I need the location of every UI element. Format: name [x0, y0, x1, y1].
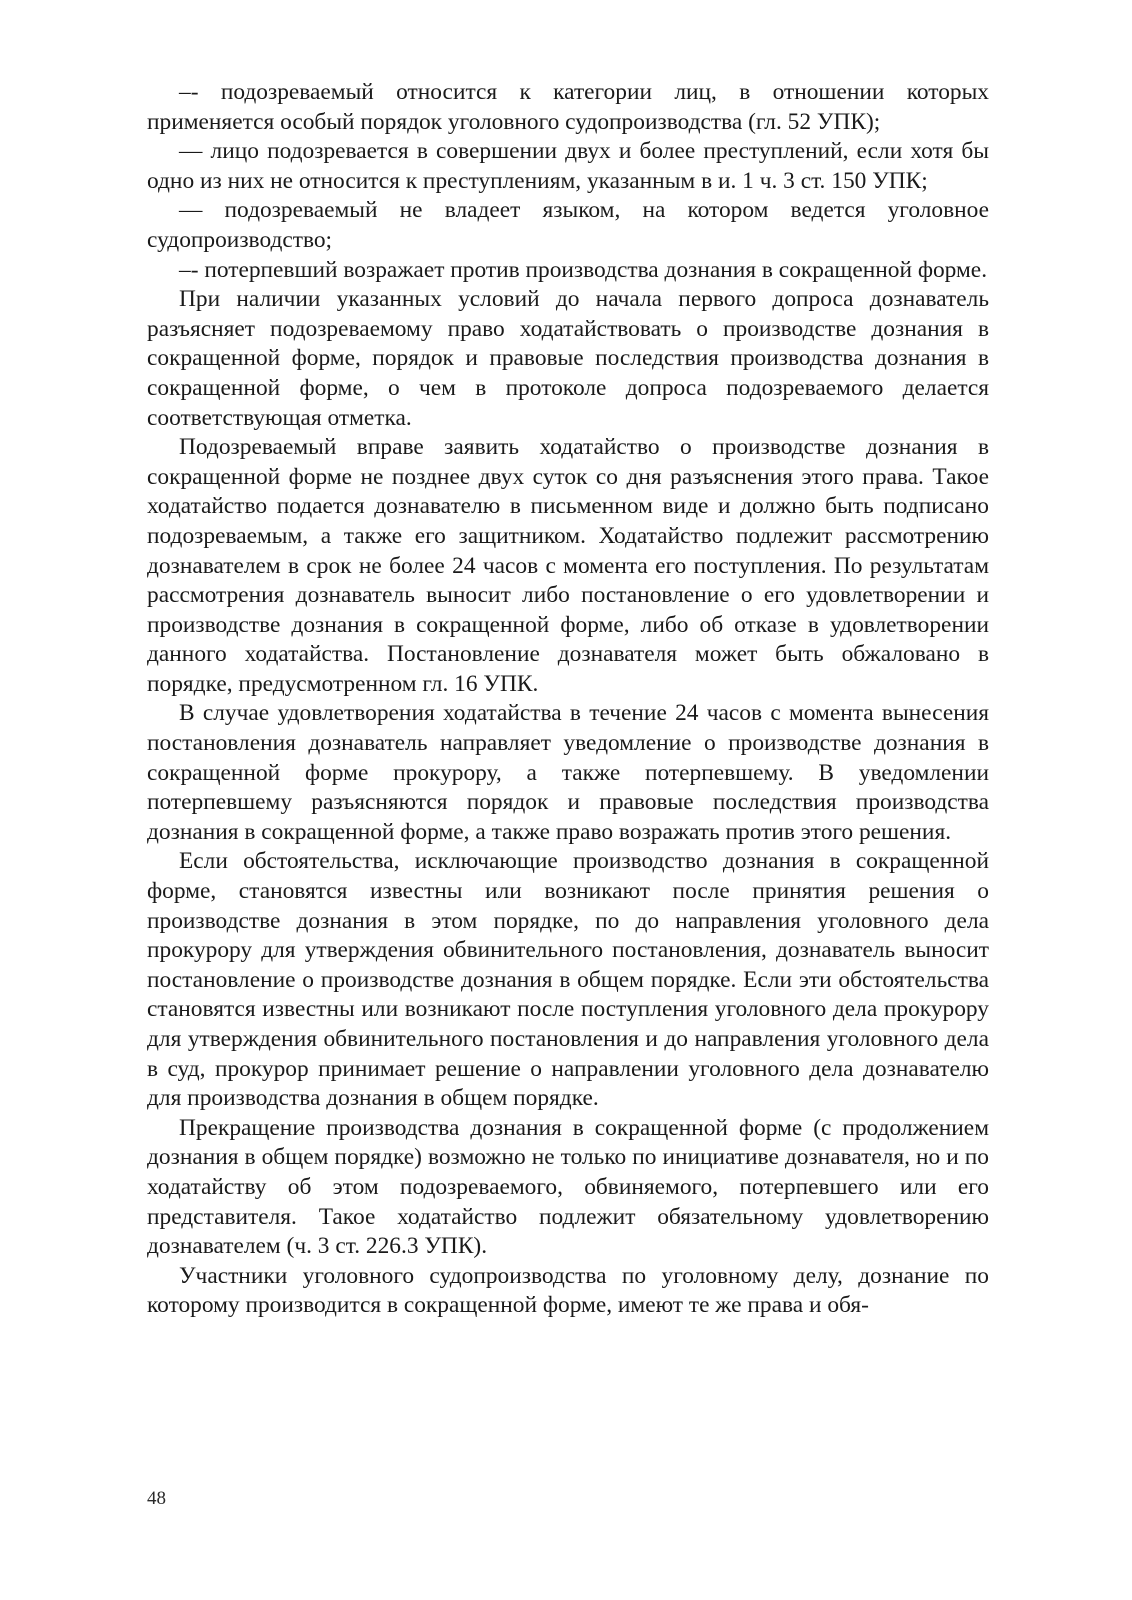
- list-item-victim-objects: –- потерпевший возражает против производства дознания в сокращенной форме.: [179, 256, 988, 283]
- paragraph-participants: Участники уголовного судопроизводства по уголовному делу, дознание по которому производится в сокращенной форме, имеют те же права и обя-: [147, 1262, 989, 1319]
- list-item-language: — подозреваемый не владеет языком, на котором ведется уголовное судопроизводство;: [147, 197, 989, 253]
- page-number: 48: [147, 1488, 166, 1509]
- paragraph-termination: Прекращение производства дознания в сокращенной форме (с продолжением дознания в общем порядке) возможно не только по инициативе дознавателя, но и по ходатайству об этом подозреваемого, обвиняемого, потерпевшего или его представителя. Такое ходатайство подлежит обязательному удовлетворению дознавателем (ч. 3 ст. 226.3 УПК).: [147, 1114, 989, 1260]
- paragraph-circumstances: Если обстоятельства, исключающие производство дознания в сокращенной форме, становятся известны или возникают после принятия решения о производстве дознания в этом порядке, по до направления уголовного дела прокурору для утверждения обвинительного постановления, дознаватель выносит постановление о производстве дознания в общем порядке. Если эти обстоятельства становятся известны или возникают после поступления уголовного дела прокурору для утверждения обвинительного постановления и до направления уголовного дела в суд, прокурор принимает решение о направлении уголовного дела дознавателю для производства дознания в общем порядке.: [147, 848, 989, 1112]
- paragraph-petition: Подозреваемый вправе заявить ходатайство о производстве дознания в сокращенной форме не позднее двух суток со дня разъяснения этого права. Такое ходатайство подается дознавателю в письменном виде и должно быть подписано подозреваемым, а также его защитником. Ходатайство подлежит рассмотрению дознавателем в срок не более 24 часов с момента его поступления. По результатам рассмотрения дознаватель выносит либо постановление о его удовлетворении и производстве дознания в сокращенной форме, либо об отказе в удовлетворении данного ходатайства. Постановление дознавателя может быть обжаловано в порядке, предусмотренном гл. 16 УПК.: [147, 434, 989, 697]
- paragraph-explanation: При наличии указанных условий до начала первого допроса дознаватель разъясняет подозреваемому право ходатайствовать о производстве дознания в сокращенной форме, порядок и правовые последствия производства дознания в сокращенной форме, о чем в протоколе допроса подозреваемого делается соответствующая отметка.: [147, 286, 989, 431]
- list-item-special-procedure: –- подозреваемый относится к категории лиц, в отношении которых применяется особый порядок уголовного судопроизводства (гл. 52 УПК);: [147, 79, 989, 135]
- list-item-multiple-crimes: — лицо подозревается в совершении двух и более преступлений, если хотя бы одно из них не относится к преступлениям, указанным в и. 1 ч. 3 ст. 150 УПК;: [147, 138, 989, 194]
- paragraph-notification: В случае удовлетворения ходатайства в течение 24 часов с момента вынесения постановления дознаватель направляет уведомление о производстве дознания в сокращенной форме прокурору, а также потерпевшему. В уведомлении потерпевшему разъясняются порядок и правовые последствия производства дознания в сокращенной форме, а также право возражать против этого решения.: [147, 700, 989, 845]
- page-body: [147, 78, 989, 1321]
